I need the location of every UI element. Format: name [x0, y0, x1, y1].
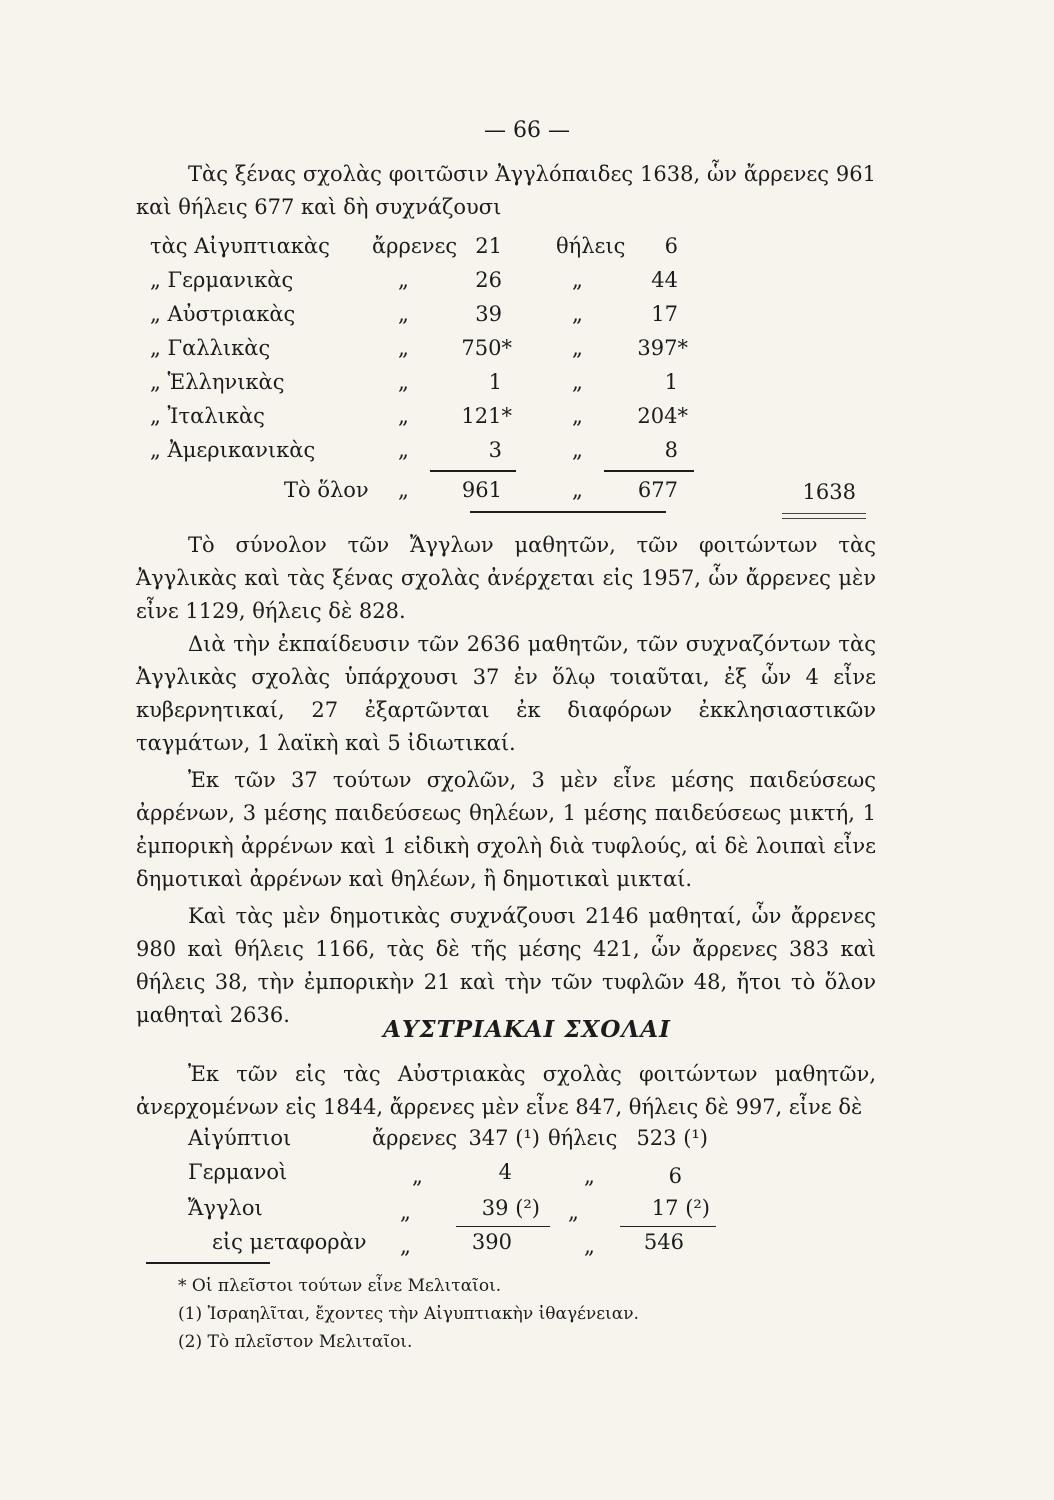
- nationality-name: Αἰγύπτιοι: [188, 1126, 292, 1150]
- male-label: ἄρρενες: [372, 1126, 458, 1150]
- paragraph-enrollment: Καὶ τὰς μὲν δημοτικὰς συχνάζουσι 2146 μαθηταί, ὧν ἄρρενες 980 καὶ θήλεις 1166, τὰς δὲ τῆς μέσης 421, ὧν ἄρρενες 383 καὶ θήλεις 38, τὴν ἐμπορικὴν 21 καὶ τὴν τῶν τυφλῶν 48, ἤτοι τὸ ὅλον μαθηταὶ 2636.: [136, 904, 876, 1027]
- female-label: „: [572, 370, 583, 394]
- female-count: 546: [643, 1230, 684, 1254]
- female-label: θήλεις: [548, 1126, 618, 1150]
- female-label: „: [572, 404, 583, 428]
- female-label: „: [572, 268, 583, 292]
- footnote-asterisk: * Οἱ πλεῖστοι τούτων εἶνε Μελιταῖοι.: [178, 1276, 502, 1296]
- male-label: „: [398, 438, 409, 462]
- male-label: „: [400, 1234, 411, 1258]
- school-name: „ Γερμανικὰς: [150, 268, 294, 292]
- school-name: τὰς Αἰγυπτιακὰς: [150, 234, 330, 258]
- male-label: „: [398, 404, 409, 428]
- nationality-name: Γερμανοὶ: [188, 1160, 288, 1184]
- female-count: 8: [664, 438, 678, 462]
- male-count: 347 (¹): [468, 1126, 540, 1150]
- female-count: 6: [664, 234, 678, 258]
- section-heading: ΑΥΣΤΡΙΑΚΑΙ ΣΧΟΛΑΙ: [383, 1016, 671, 1043]
- school-name: „ Αὐστριακὰς: [150, 302, 296, 326]
- male-count: 39 (²): [481, 1196, 540, 1220]
- female-sum-rule: [620, 1226, 716, 1227]
- male-count: 121*: [461, 404, 512, 428]
- male-count: 26: [475, 268, 502, 292]
- school-name: „ Γαλλικὰς: [150, 336, 271, 360]
- female-count: 17 (²): [651, 1196, 710, 1220]
- female-count: 44: [651, 268, 678, 292]
- female-total: 677: [637, 478, 678, 502]
- footnote-separator: [146, 1262, 270, 1264]
- grand-total-rule-1: [782, 513, 866, 514]
- grand-total: 1638: [802, 480, 856, 504]
- female-label: „: [584, 1234, 595, 1258]
- female-count: 523 (¹): [636, 1126, 708, 1150]
- male-sum-rule: [456, 1226, 550, 1227]
- nationality-name: Ἄγγλοι: [188, 1196, 263, 1220]
- male-label: „: [412, 1164, 423, 1188]
- female-sum-rule: [604, 470, 694, 472]
- school-name: „ Ἑλληνικὰς: [150, 370, 285, 394]
- female-count: 397*: [637, 336, 688, 360]
- total-underline: [470, 511, 666, 513]
- footnote-2: (2) Τὸ πλεῖστον Μελιταῖοι.: [178, 1332, 413, 1352]
- female-label: „: [584, 1164, 595, 1188]
- female-count: 1: [664, 370, 678, 394]
- male-count: 1: [488, 370, 502, 394]
- male-label: „: [398, 302, 409, 326]
- paragraph-school-types: Ἐκ τῶν 37 τούτων σχολῶν, 3 μὲν εἶνε μέσης παιδεύσεως ἀρρένων, 3 μέσης παιδεύσεως θηλέων, 1 μέσης παιδεύσεως μικτή, 1 ἐμπορικὴ ἀρρένων καὶ 1 εἰδικὴ σχολὴ διὰ τυφλούς, αἱ δὲ λοιπαὶ εἶνε δημοτικαὶ ἀρρένων καὶ θηλέων, ἢ δημοτικαὶ μικταί.: [136, 768, 876, 891]
- paragraph-austrian-schools: Ἐκ τῶν εἰς τὰς Αὐστριακὰς σχολὰς φοιτώντων μαθητῶν, ἀνερχομένων εἰς 1844, ἄρρενες μὲν εἶνε 847, θήλεις δὲ 997, εἶνε δὲ: [136, 1062, 876, 1119]
- male-count: 390: [471, 1230, 512, 1254]
- male-label: ἄρρενες: [372, 234, 458, 258]
- footnote-1: (1) Ἰσραηλῖται, ἔχοντες τὴν Αἰγυπτιακὴν ἰθαγένειαν.: [178, 1304, 639, 1324]
- school-name: „ Ἀμερικανικὰς: [150, 438, 316, 462]
- male-total: 961: [461, 478, 502, 502]
- male-label: „: [398, 370, 409, 394]
- male-count: 4: [498, 1160, 512, 1184]
- male-sum-rule: [430, 470, 516, 472]
- intro-paragraph: Τὰς ξένας σχολὰς φοιτῶσιν Ἀγγλόπαιδες 1638, ὧν ἄρρενες 961 καὶ θήλεις 677 καὶ δὴ συχνάζουσι: [136, 162, 876, 219]
- paragraph-schools-count: Διὰ τὴν ἐκπαίδευσιν τῶν 2636 μαθητῶν, τῶν συχναζόντων τὰς Ἀγγλικὰς σχολὰς ὑπάρχουσι 37 ἐν ὅλῳ τοιαῦται, ἐξ ὧν 4 εἶνε κυβερνητικαί, 27 ἐξαρτῶνται ἐκ διαφόρων ἐκκλησιαστικῶν ταγμάτων, 1 λαϊκὴ καὶ 5 ἰδιωτικαί.: [136, 632, 876, 755]
- male-label: „: [398, 268, 409, 292]
- female-label: „: [572, 336, 583, 360]
- total-label: Τὸ ὅλον: [284, 478, 369, 502]
- male-count: 750*: [461, 336, 512, 360]
- male-label: „: [398, 478, 409, 502]
- page-number: — 66 —: [484, 118, 570, 143]
- female-label: „: [568, 1200, 579, 1224]
- male-count: 39: [475, 302, 502, 326]
- grand-total-rule-2: [782, 518, 866, 519]
- male-label: „: [398, 336, 409, 360]
- female-label: „: [572, 302, 583, 326]
- female-label: „: [572, 438, 583, 462]
- nationality-name: εἰς μεταφορὰν: [212, 1230, 367, 1254]
- school-name: „ Ἰταλικὰς: [150, 404, 265, 428]
- male-count: 21: [475, 234, 502, 258]
- female-count: 204*: [637, 404, 688, 428]
- female-label: θήλεις: [556, 234, 626, 258]
- female-count: 6: [668, 1164, 682, 1188]
- female-count: 17: [651, 302, 678, 326]
- male-count: 3: [488, 438, 502, 462]
- female-label: „: [572, 478, 583, 502]
- paragraph-total-students: Τὸ σύνολον τῶν Ἄγγλων μαθητῶν, τῶν φοιτώντων τὰς Ἀγγλικὰς καὶ τὰς ξένας σχολὰς ἀνέρχεται εἰς 1957, ὧν ἄρρενες μὲν εἶνε 1129, θήλεις δὲ 828.: [136, 533, 876, 623]
- male-label: „: [400, 1200, 411, 1224]
